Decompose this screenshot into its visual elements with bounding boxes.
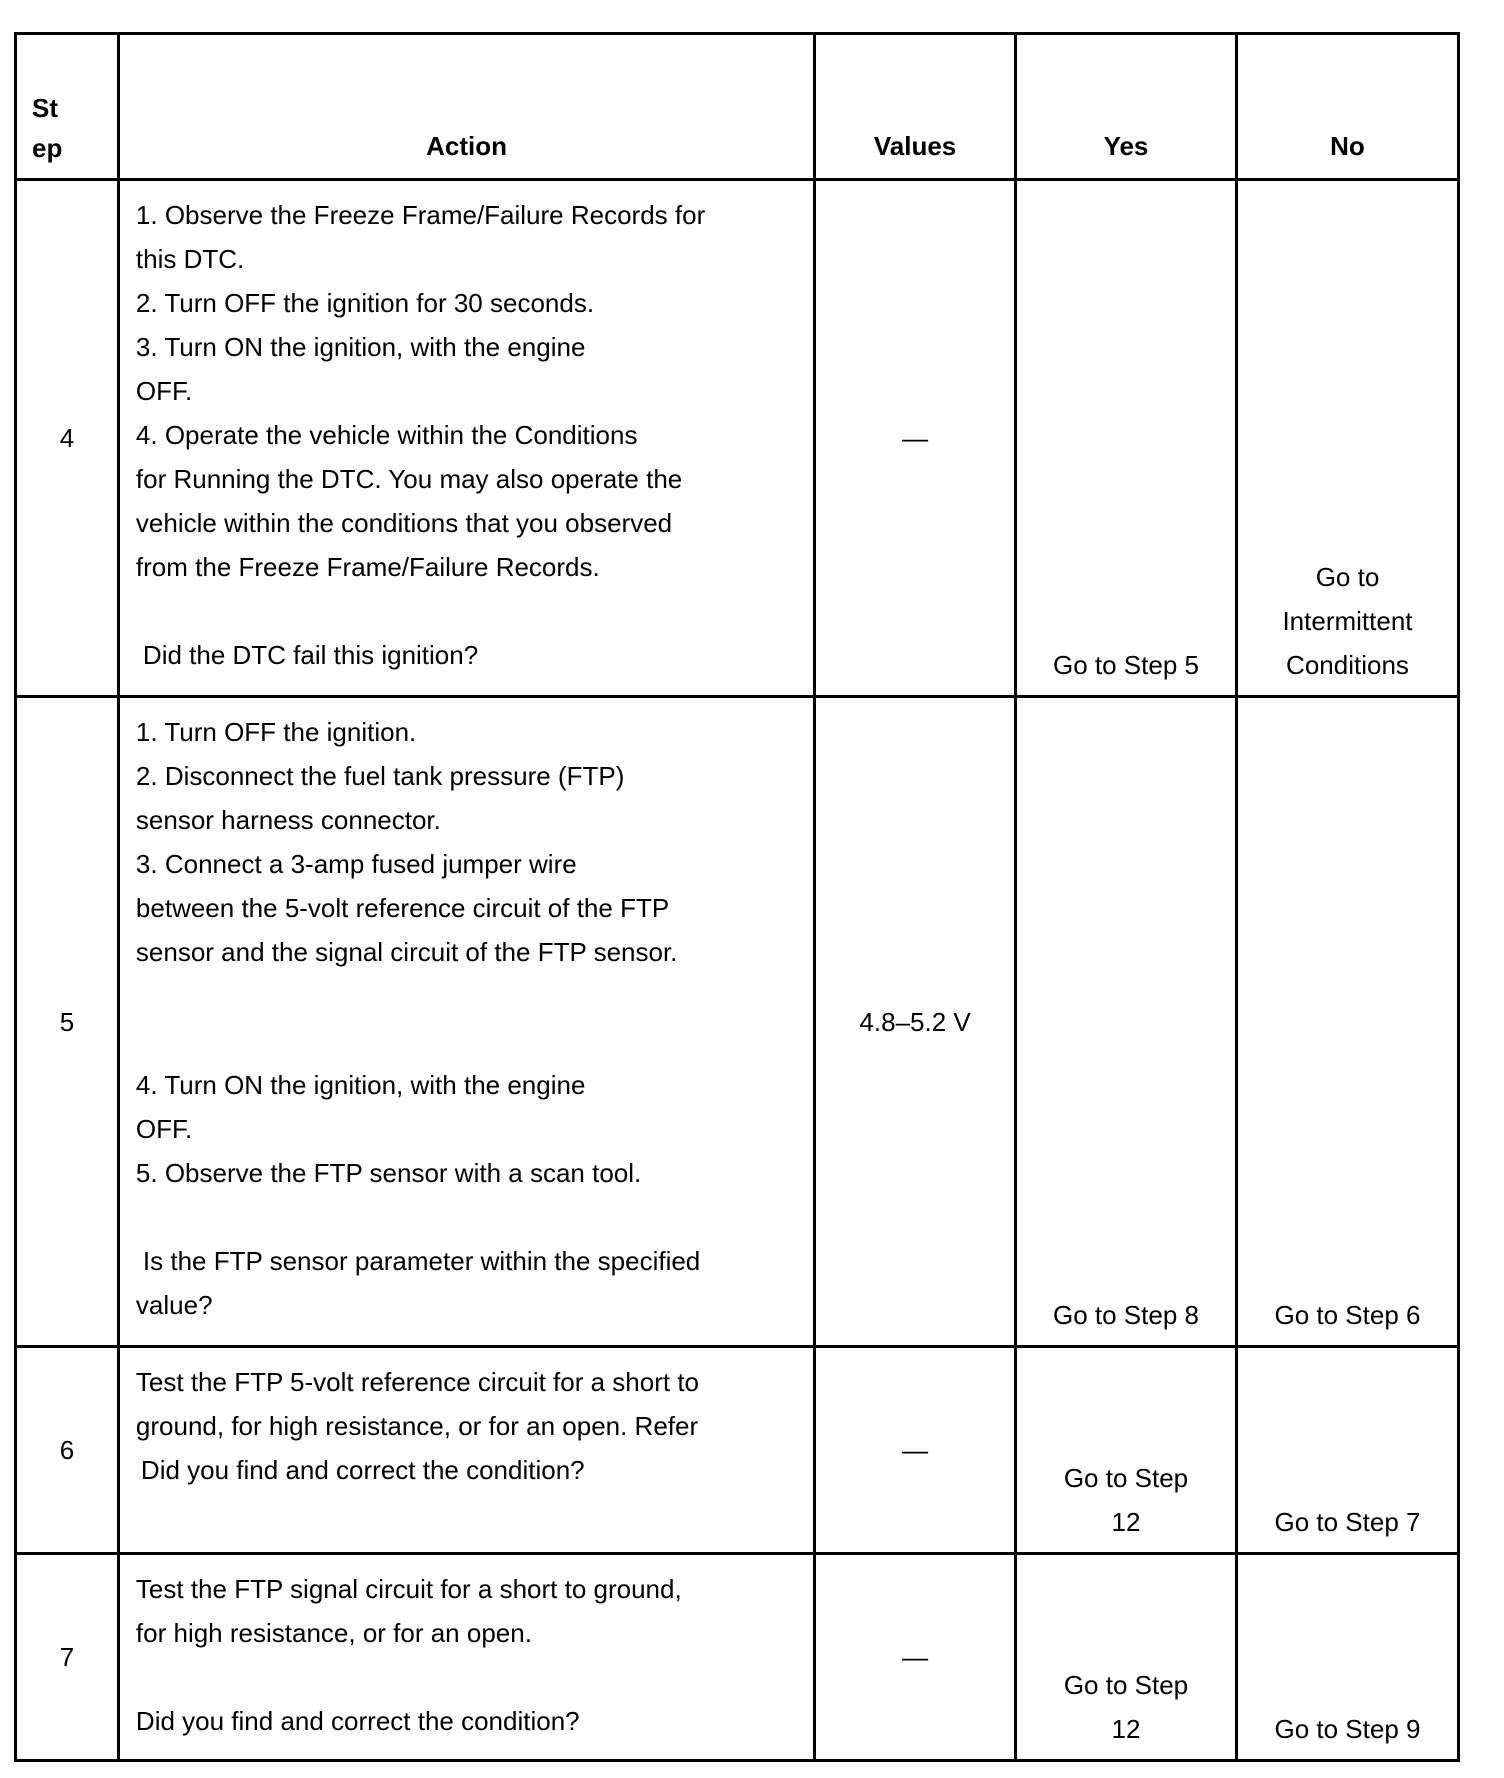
action-line: from the Freeze Frame/Failure Records. bbox=[135, 552, 600, 582]
no-line: Go to bbox=[1315, 562, 1380, 592]
table-header-row bbox=[16, 34, 1459, 180]
action-line: ground, for high resistance, or for an open. Refer bbox=[135, 1411, 699, 1441]
question-text: Did the DTC fail this ignition? bbox=[142, 640, 479, 670]
action-line: vehicle within the conditions that you observed bbox=[135, 508, 673, 538]
action-line: sensor and the signal circuit of the FTP sensor. bbox=[135, 937, 678, 967]
action-line: 3. Turn ON the ignition, with the engine bbox=[135, 332, 586, 362]
action-cell bbox=[118, 1347, 814, 1554]
action-line: sensor harness connector. bbox=[135, 805, 441, 835]
yes-line: Go to Step bbox=[1063, 1463, 1189, 1493]
action-line: 1. Turn OFF the ignition. bbox=[135, 717, 417, 747]
action-cell bbox=[118, 180, 814, 697]
action-line: for Running the DTC. You may also operate the bbox=[135, 464, 683, 494]
no-cell: Go to Step 7 bbox=[1236, 1347, 1458, 1554]
values-cell: — bbox=[815, 1554, 1016, 1761]
action-line: this DTC. bbox=[135, 244, 245, 274]
action-line: 3. Connect a 3-amp fused jumper wire bbox=[135, 849, 577, 879]
yes-cell bbox=[1015, 1347, 1236, 1554]
action-cell bbox=[118, 1554, 814, 1761]
action-line: OFF. bbox=[135, 376, 193, 406]
action-line: Test the FTP 5-volt reference circuit for a short to bbox=[135, 1367, 699, 1397]
question-text: Did you find and correct the condition? bbox=[135, 1706, 580, 1736]
values-cell: — bbox=[815, 180, 1016, 697]
action-line: OFF. bbox=[135, 1114, 193, 1144]
header-no: No bbox=[1236, 34, 1458, 180]
values-cell: — bbox=[815, 1347, 1016, 1554]
no-cell: Go to Step 6 bbox=[1236, 697, 1458, 1347]
action-line: 1. Observe the Freeze Frame/Failure Records for bbox=[135, 200, 706, 230]
header-yes: Yes bbox=[1015, 34, 1236, 180]
no-cell: Go to Step 9 bbox=[1236, 1554, 1458, 1761]
header-step-line2: ep bbox=[32, 133, 63, 163]
action-line: 4. Turn ON the ignition, with the engine bbox=[135, 1070, 586, 1100]
no-cell bbox=[1236, 180, 1458, 697]
question-text: Is the FTP sensor parameter within the specified bbox=[142, 1246, 701, 1276]
table-row-step-7 bbox=[16, 1554, 1459, 1761]
table-row-step-4 bbox=[16, 180, 1459, 697]
action-line: between the 5-volt reference circuit of the FTP bbox=[135, 893, 670, 923]
no-line: Intermittent bbox=[1282, 606, 1413, 636]
question-text-cont: value? bbox=[135, 1290, 213, 1320]
header-action: Action bbox=[118, 34, 814, 180]
no-line: Conditions bbox=[1286, 650, 1409, 680]
step-number: 7 bbox=[16, 1554, 119, 1761]
action-line: 4. Operate the vehicle within the Conditions bbox=[135, 420, 638, 450]
header-values: Values bbox=[815, 34, 1016, 180]
table-row-step-6 bbox=[16, 1347, 1459, 1554]
question-text: Did you find and correct the condition? bbox=[140, 1455, 585, 1485]
action-line: 2. Turn OFF the ignition for 30 seconds. bbox=[135, 288, 595, 318]
step-number: 6 bbox=[16, 1347, 119, 1554]
step-number: 5 bbox=[16, 697, 119, 1347]
yes-cell: Go to Step 5 bbox=[1015, 180, 1236, 697]
diagnostic-table bbox=[14, 32, 1460, 1762]
yes-cell: Go to Step 8 bbox=[1015, 697, 1236, 1347]
action-line: Test the FTP signal circuit for a short to ground, bbox=[135, 1574, 682, 1604]
yes-line: 12 bbox=[1111, 1507, 1141, 1537]
action-line: for high resistance, or for an open. bbox=[135, 1618, 532, 1648]
values-cell: 4.8–5.2 V bbox=[815, 697, 1016, 1347]
action-line: 5. Observe the FTP sensor with a scan tool. bbox=[135, 1158, 642, 1188]
yes-line: 12 bbox=[1111, 1714, 1141, 1744]
step-number: 4 bbox=[16, 180, 119, 697]
action-cell bbox=[118, 697, 814, 1347]
yes-line: Go to Step bbox=[1063, 1670, 1189, 1700]
header-step-line1: St bbox=[32, 93, 58, 123]
header-step bbox=[16, 34, 119, 180]
yes-cell bbox=[1015, 1554, 1236, 1761]
table-row-step-5 bbox=[16, 697, 1459, 1347]
action-line: 2. Disconnect the fuel tank pressure (FTP) bbox=[135, 761, 625, 791]
